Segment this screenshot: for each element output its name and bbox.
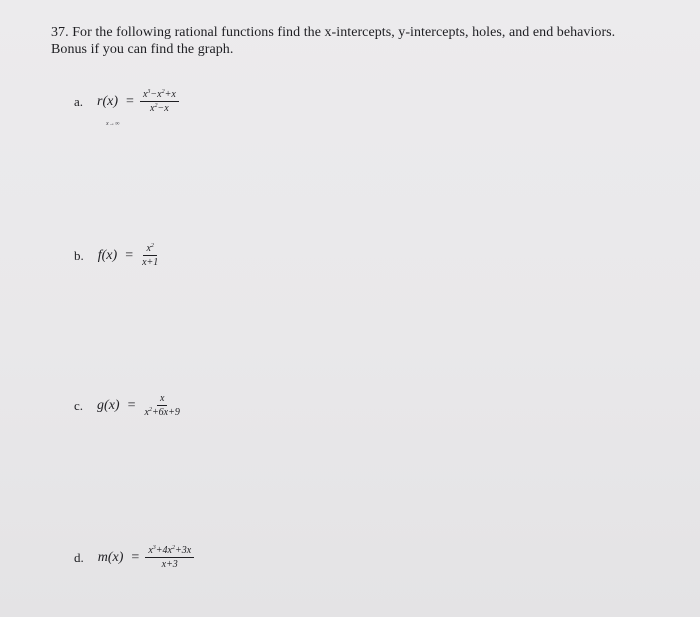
problem-letter: b. bbox=[74, 247, 84, 263]
function-name: f(x) bbox=[97, 247, 118, 263]
denominator: $x^2-x$ bbox=[150, 103, 169, 114]
function-name: m(x) bbox=[97, 549, 124, 565]
equals-sign: = bbox=[125, 247, 134, 263]
problem-b bbox=[74, 243, 161, 268]
numerator: $x^3+4x^2+3x$ bbox=[145, 545, 194, 558]
prompt-line-2: Bonus if you can find the graph. bbox=[51, 42, 234, 57]
numerator: $x^2$ bbox=[143, 243, 156, 256]
denominator: x+3 bbox=[161, 559, 178, 570]
problem-c bbox=[74, 393, 183, 418]
fraction bbox=[140, 89, 179, 114]
denominator: x+1 bbox=[142, 257, 159, 268]
numerator: $x^3-x^2+x$ bbox=[140, 89, 179, 102]
function-name: r(x) bbox=[97, 93, 119, 109]
problem-d bbox=[74, 545, 194, 570]
limit-note: x→∞ bbox=[106, 121, 120, 127]
problem-letter: d. bbox=[74, 549, 84, 565]
equals-sign: = bbox=[126, 93, 134, 109]
prompt-line-1: 37. For the following rational functions find the x-intercepts, y-intercepts, holes, and end behaviors. bbox=[51, 25, 616, 40]
fraction bbox=[139, 243, 161, 268]
denominator: $x^2+6x+9$ bbox=[144, 407, 180, 418]
problem-a bbox=[74, 89, 179, 114]
fraction bbox=[141, 393, 182, 418]
problem-prompt bbox=[51, 24, 671, 58]
function-name: g(x) bbox=[97, 397, 120, 413]
equals-sign: = bbox=[131, 549, 140, 565]
equals-sign: = bbox=[127, 397, 136, 413]
problem-letter: c. bbox=[74, 397, 84, 413]
fraction bbox=[145, 545, 194, 570]
numerator: x bbox=[157, 393, 167, 406]
problem-letter: a. bbox=[74, 93, 84, 109]
